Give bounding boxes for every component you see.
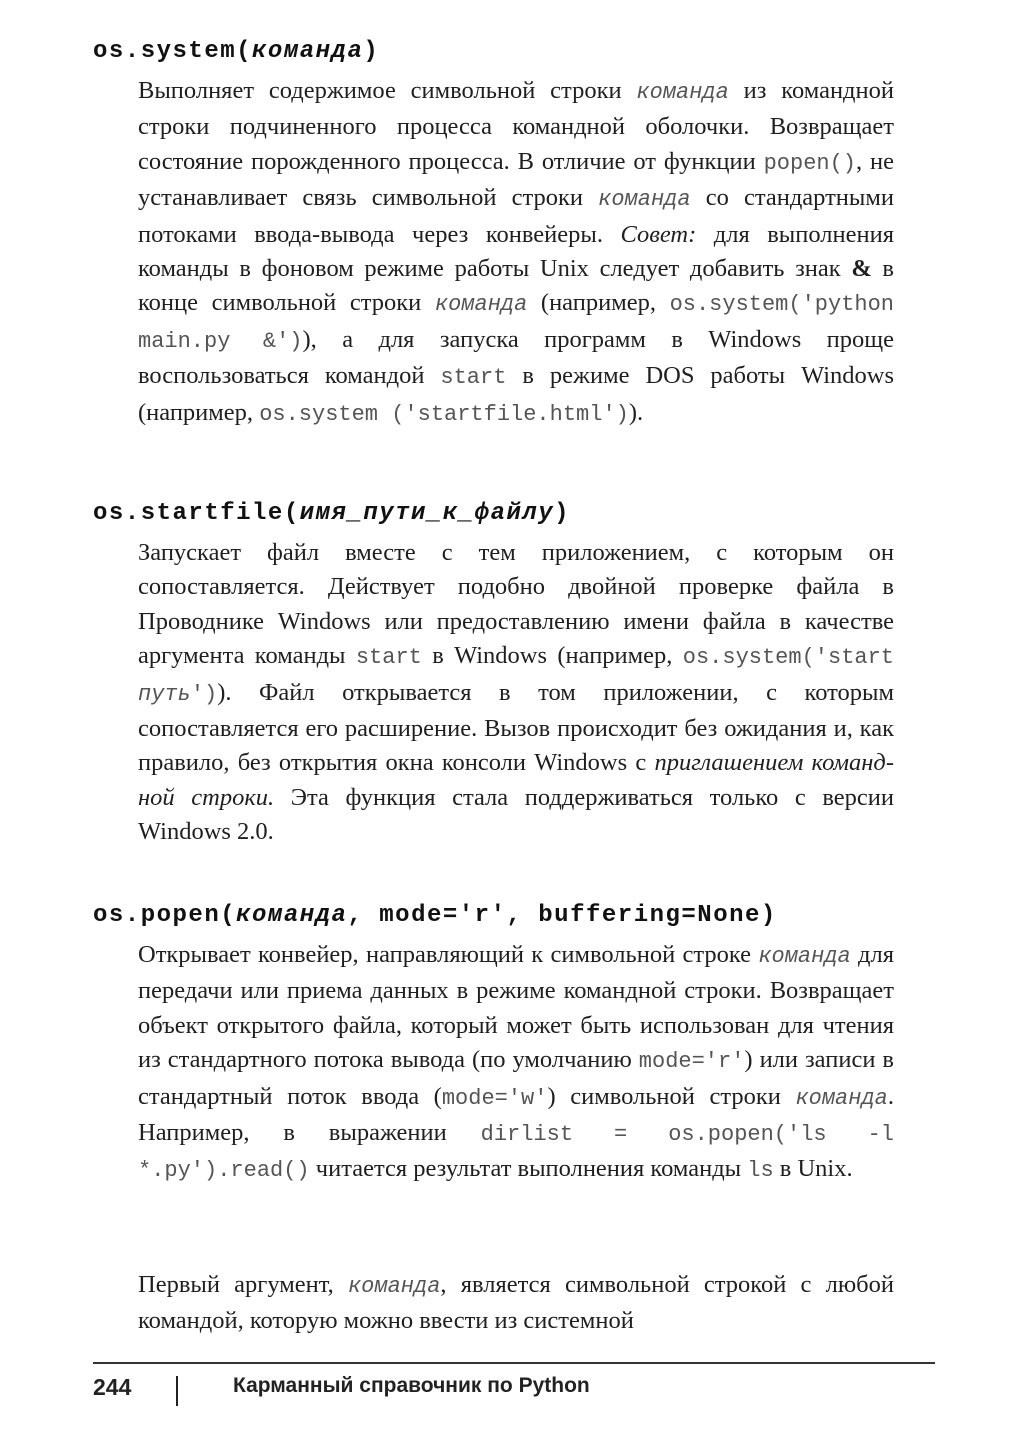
entry-heading-os-popen <box>93 902 777 929</box>
text-run: из командной строки подчиненного процесса командной оболочки. Возвращает состояние порожденного процесса. В отличие от функции <box>138 77 894 175</box>
text-run: Выполняет содержимое символьной строки <box>138 77 637 104</box>
inline-code: os.system ('startfile.html') <box>259 401 629 427</box>
inline-code: mode='r' <box>638 1049 745 1075</box>
text-run: в режиме DOS работы Windows (например, <box>138 362 894 426</box>
function-param: команда <box>252 38 364 65</box>
strong-text: & <box>851 255 872 283</box>
text-run: в Windows (например, <box>421 642 683 670</box>
text-run: Запускает файл вместе с тем приложением, с которым он сопоставляется. Действует подобно двойной проверке файла в Проводнике Windows или предоставлению имени файла в качестве аргумента команды <box>138 539 894 670</box>
text-run: в конце символьной строки <box>138 255 894 317</box>
book-title: Карманный справочник по Python <box>233 1374 590 1397</box>
text-run: , является символьной строкой с любой командой, которую можно ввести из системной <box>138 1271 894 1335</box>
inline-code: dirlist = os.popen('ls -l *.py').read() <box>138 1122 894 1184</box>
function-args: ) <box>363 38 380 65</box>
footer-rule <box>93 1362 935 1364</box>
text-run: для передачи или приема данных в режиме командной строки. Возвращает объект открытого файла, который может быть использован для чтения из стандартного потока вывода (по умолчанию <box>138 941 894 1074</box>
inline-code: ls <box>747 1158 774 1184</box>
text-run: ). <box>628 398 644 426</box>
param-reference: путь <box>138 681 191 707</box>
function-param: имя_пути_к_файлу <box>299 500 555 527</box>
emphasis: Совет: <box>620 220 697 248</box>
param-reference: команда <box>795 1085 888 1111</box>
param-reference: команда <box>434 292 528 318</box>
inline-code: start <box>440 365 507 391</box>
inline-code: ') <box>190 681 218 707</box>
text-run: (например, <box>527 289 670 317</box>
function-param: команда <box>236 902 348 929</box>
text-run: Первый аргумент, <box>138 1271 348 1298</box>
text-run: Открывает конвейер, направляющий к символьной строке <box>138 941 759 968</box>
function-name: os.startfile( <box>93 500 300 527</box>
inline-code: os.system('python main.py &') <box>138 292 894 354</box>
inline-code: mode='w' <box>441 1085 548 1111</box>
param-reference: команда <box>758 944 851 969</box>
footer-divider <box>176 1376 178 1406</box>
inline-code: popen() <box>763 150 857 176</box>
text-run: для выполнения команды в фоновом режиме работы Unix следует добавить знак <box>138 220 894 283</box>
function-args: ) <box>554 500 571 527</box>
param-reference: команда <box>347 1274 441 1299</box>
text-run: . Например, в выражении <box>138 1082 894 1147</box>
entry-description-os-popen <box>138 938 894 1189</box>
text-run: ) символьной строки <box>547 1082 796 1110</box>
text-run: ), а для запуска программ в Windows проще воспользоваться командой <box>138 325 894 390</box>
text-run: ) или записи в стандартный поток ввода ( <box>138 1046 894 1110</box>
text-run: со стандартными потоками ввода-вывода через конвейеры. <box>138 184 894 248</box>
param-reference: команда <box>636 80 729 105</box>
entry-description-os-system <box>138 74 894 432</box>
text-run: , не устанавливает связь символьной строки <box>138 147 894 212</box>
inline-code: start <box>355 645 422 671</box>
text-run: читается результат выполнения команды <box>309 1155 748 1183</box>
page-number: 244 <box>93 1374 132 1400</box>
emphasis: приглашением командной строки. <box>138 749 894 811</box>
entry-heading-os-system <box>93 38 379 65</box>
function-args: , mode='r', buffering=None) <box>347 902 777 929</box>
entry-description-os-startfile <box>138 536 894 850</box>
param-reference: команда <box>598 187 691 213</box>
text-run: ). Файл открывается в том приложении, с которым сопоставляется его расширение. Вызов происходит без ожидания и, как правило, без открытия окна консоли Windows с <box>138 678 894 777</box>
continuation-paragraph <box>138 1268 894 1339</box>
function-name: os.popen( <box>93 902 237 929</box>
entry-heading-os-startfile <box>93 500 570 527</box>
text-run: в Unix. <box>773 1155 853 1183</box>
function-name: os.system( <box>93 38 253 65</box>
text-run: Эта функция стала поддерживаться только с версии Windows 2.0. <box>138 783 894 846</box>
inline-code: os.system('start <box>682 645 894 671</box>
